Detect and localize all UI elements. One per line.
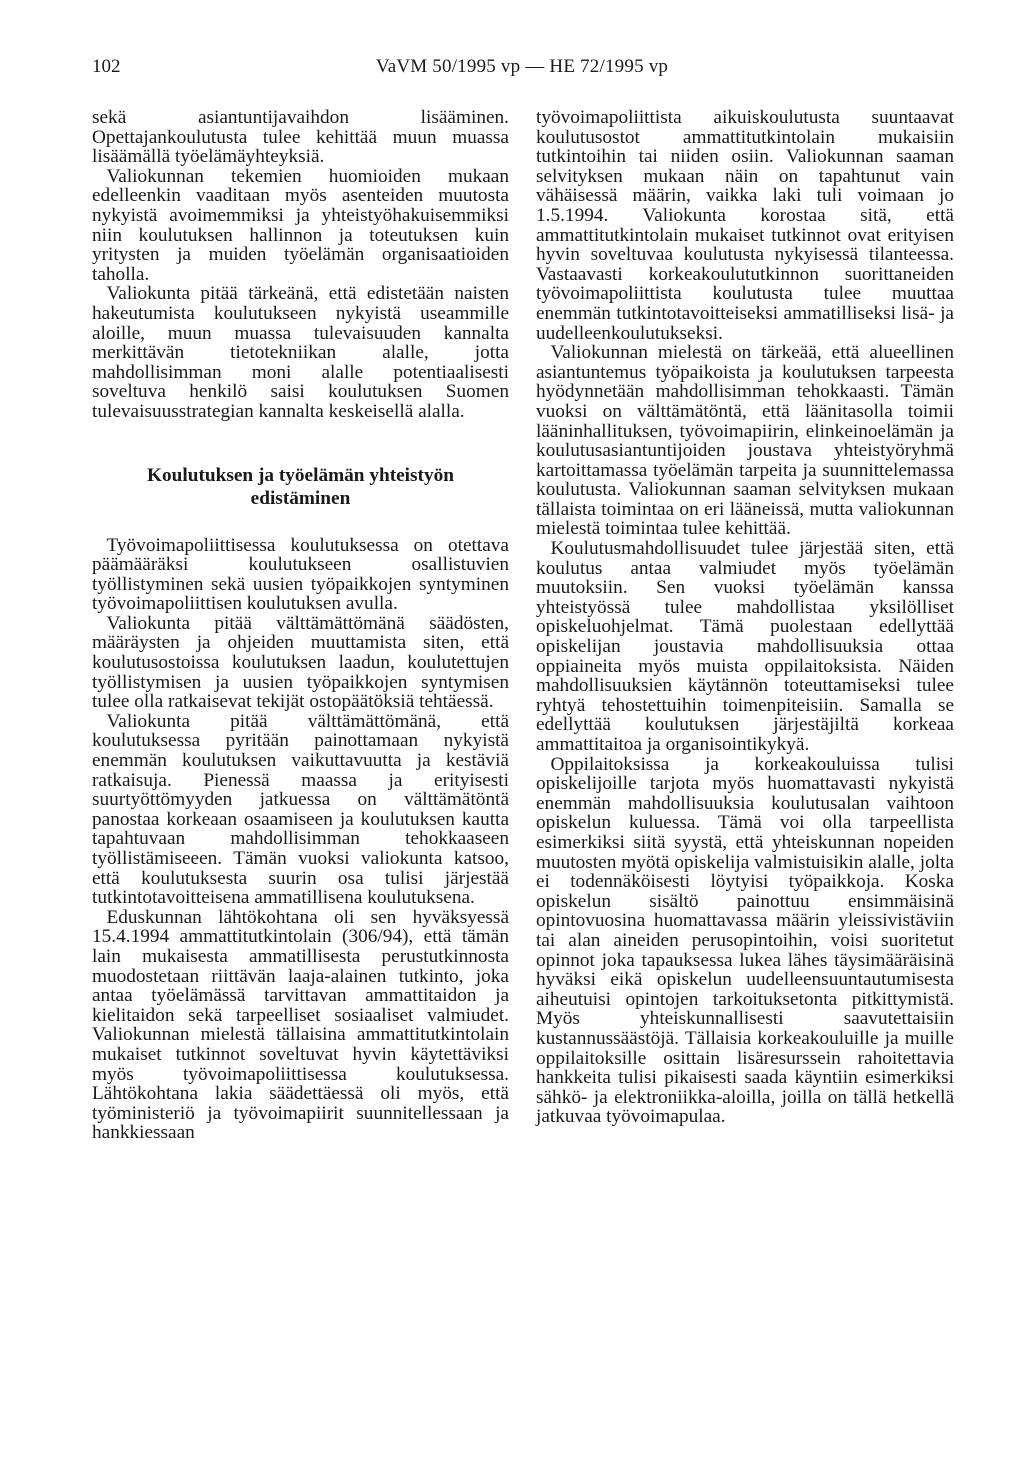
- paragraph: Valiokunta pitää välttämättömänä, että koulutuksessa pyritään painottamaan nykyistä enemmän koulutuksen vaikuttavuutta ja kestäviä ratkaisuja. Pienessä maassa ja erityisesti suurtyöttömyyden jatkuessa on välttämätöntä panostaa korkeaan osaamiseen ja koulutuksen kautta tapahtuvaan mahdollisimman tehokkaaseen työllistämiseeen. Tämän vuoksi valiokunta katsoo, että koulutuksesta suurin osa tulisi järjestää tutkintotavoitteisena ammatillisena koulutuksena.: [92, 710, 509, 909]
- spacer: [92, 422, 509, 464]
- spacer: [92, 510, 509, 536]
- paragraph: Valiokunnan mielestä on tärkeää, että alueellinen asiantuntemus työpaikoista ja koulutuksen tarpeesta hyödynnetään mahdollisimman tehokkaasti. Tämän vuoksi on välttämätöntä, että läänitasolla toimii lääninhallituksen, työvoimapiirin, elinkeinoelämän ja koulutusasiantuntijoiden joustava yhteistyöryhmä kartoittamassa työelämän tarpeita ja suunnittelemassa koulutusta. Valiokunnan saaman selvityksen mukaan tällaista toimintaa on eri lääneissä, mutta valiokunnan mielestä toimintaa tulee kehittää.: [536, 342, 954, 540]
- page-number: 102: [92, 56, 121, 77]
- running-title: VaVM 50/1995 vp — HE 72/1995 vp: [375, 56, 669, 77]
- section-heading: [92, 464, 509, 510]
- paragraph: Työvoimapoliittisessa koulutuksessa on otettava päämääräksi koulutukseen osallistuvien työllistyminen sekä uusien työpaikkojen syntyminen työvoimapoliittisen koulutuksen avulla.: [92, 534, 509, 615]
- paragraph: Oppilaitoksissa ja korkeakouluissa tulisi opiskelijoille tarjota myös huomattavasti nykyistä enemmän mahdollisuuksia koulutusalan vaihtoon opiskelun kuluessa. Tämä voi olla tarpeellista esimerkiksi siitä syystä, että yhteiskunnan nopeiden muutosten myötä opiskelija valmistuisikin alalle, jolta ei todennäköisesti löytyisi työpaikkoja. Koska opiskelun sisältö painottuu ensimmäisinä opintovuosina huomattavassa määrin yleissivistäviin tai alan aineiden perusopintoihin, voisi suoritetut opinnot joka tapauksessa lukea lähes täysimääräisinä hyväksi eikä opiskelun uudelleensuuntautumisesta aiheutuisi opintojen tarkoituksetonta pitkittymistä. Myös yhteiskunnallisesti saavutettaisiin kustannussäästöjä. Tällaisia korkeakouluille ja muille oppilaitoksille osittain lisäresurssein rahoitettavia hankkeita tulisi pikaisesti saada käyntiin esimerkiksi sähkö- ja elektroniikka-aloilla, joilla on tällä hetkellä jatkuvaa työvoimapulaa.: [536, 753, 954, 1128]
- left-column: [92, 108, 509, 1143]
- right-column: [536, 108, 954, 1127]
- paragraph: Eduskunnan lähtökohtana oli sen hyväksyessä 15.4.1994 ammattitutkintolain (306/94), että tämän lain mukaisesta ammatillisesta perustutkinnosta muodostetaan riittävän laaja-alainen tutkinto, joka antaa työelämässä tarvittavan ammattitaidon ja kielitaidon sekä tarpeelliset sosiaaliset valmiudet. Valiokunnan mielestä tällaisina ammattitutkintolain mukaiset tutkinnot soveltuvat hyvin käytettäviksi myös työvoimapoliittisessa koulutuksessa. Lähtökohtana lakia säädettäessä oli myös, että työministeriö ja työvoimapiirit suunnitellessaan ja hankkiessaan: [92, 906, 509, 1144]
- section-heading-line: Koulutuksen ja työelämän yhteistyön: [147, 464, 454, 486]
- paragraph: sekä asiantuntijavaihdon lisääminen. Opettajankoulutusta tulee kehittää muun muassa lisäämällä työelämäyhteyksiä.: [92, 107, 509, 168]
- paragraph: Valiokunnan tekemien huomioiden mukaan edelleenkin vaaditaan myös asenteiden muutosta nykyistä avoimemmiksi ja yhteistyöhakuisemmiksi niin koulutuksen hallinnon ja toteutuksen kuin yritysten ja muiden työelämän organisaatioiden taholla.: [92, 165, 509, 285]
- section-heading-line: edistäminen: [250, 487, 351, 509]
- paragraph: Valiokunta pitää tärkeänä, että edistetään naisten hakeutumista koulutukseen nykyistä useammille aloille, muun muassa tulevaisuuden kannalta merkittävän tietotekniikan alalle, jotta mahdollisimman moni alalle potentiaalisesti soveltuva henkilö saisi koulutuksen Suomen tulevaisuusstrategian kannalta keskeisellä alalla.: [92, 283, 509, 422]
- paragraph: Valiokunta pitää välttämättömänä säädösten, määräysten ja ohjeiden muuttamista siten, että koulutusostoissa koulutuksen laadun, koulutettujen työllistymisen ja uusien työpaikkojen syntymisen tulee olla ratkaisevat tekijät ostopäätöksiä tehtäessä.: [92, 612, 509, 713]
- page-header: [92, 56, 952, 86]
- paragraph: työvoimapoliittista aikuiskoulutusta suuntaavat koulutusostot ammattitutkintolain mukaisiin tutkintoihin tai niiden osiin. Valiokunnan saaman selvityksen mukaan näin on tapahtunut vain vähäisessä määrin, vaikka laki tuli voimaan jo 1.5.1994. Valiokunta korostaa sitä, että ammattitutkintolain mukaiset tutkinnot ovat erityisen hyvin soveltuvaa koulutusta nykyisessä tilanteessa. Vastaavasti korkeakoulututkinnon suorittaneiden työvoimapoliittista koulutusta tulee muuttaa enemmän tutkintotavoitteiseksi ammatilliseksi lisä- ja uudelleenkoulutukseksi.: [536, 107, 954, 344]
- paragraph: Koulutusmahdollisuudet tulee järjestää siten, että koulutus antaa valmiudet myös työelämän muutoksiin. Sen vuoksi työelämän kanssa yhteistyössä tulee mahdollistaa yksilölliset opiskeluohjelmat. Tämä puolestaan edellyttää opiskelijan joustavia mahdollisuuksia ottaa oppiaineita myös muista oppilaitoksista. Näiden mahdollisuuksien käytännön toteuttamiseksi tulee ryhtyä tehostettuihin toimenpiteisiin. Samalla se edellyttää koulutuksen järjestäjiltä korkeaa ammattitaitoa ja organisointikykyä.: [536, 538, 954, 755]
